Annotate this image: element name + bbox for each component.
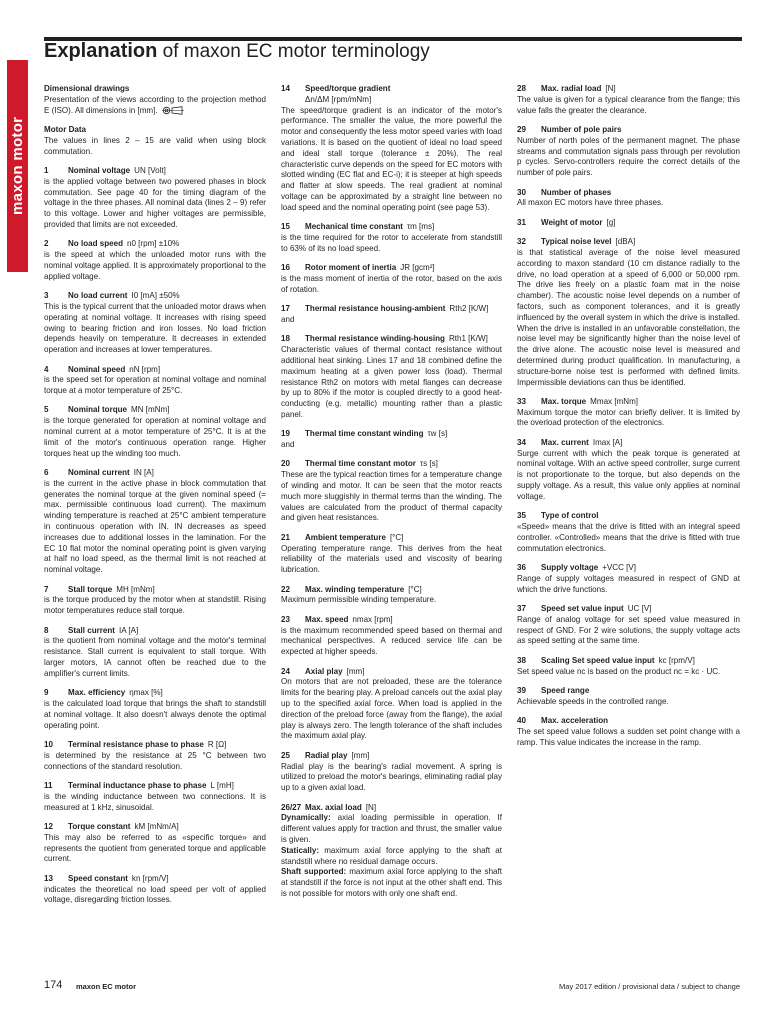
term-entry xyxy=(281,751,502,794)
term-number: 9 xyxy=(44,688,49,698)
term-number: 5 xyxy=(44,405,49,415)
term-sub-lead: Shaft supported: xyxy=(281,867,347,877)
term-entry xyxy=(281,263,502,295)
term-entry xyxy=(44,740,266,772)
term-heading xyxy=(281,304,502,315)
term-description: Maximum torque the motor can briefly deliver. It is limited by the overload protection of the electronics. xyxy=(517,407,740,428)
term-title: Max. radial load xyxy=(541,84,602,93)
term-entry xyxy=(517,397,740,429)
term-entry xyxy=(44,166,266,231)
term-unit: [g] xyxy=(606,217,616,227)
term-heading xyxy=(44,874,266,885)
term-entry xyxy=(517,188,740,210)
term-unit: kn [rpm/V] xyxy=(131,873,169,883)
term-entry xyxy=(517,716,740,748)
term-description: is the calculated load torque that brings the shaft to standstill at nominal voltage. It also doesn't always denote the optimal operating point. xyxy=(44,698,266,730)
term-entry xyxy=(517,438,740,503)
term-number: 1 xyxy=(44,165,49,175)
term-description: Set speed value nc is based on the product nc = kc · UC. xyxy=(517,666,721,676)
term-number: 22 xyxy=(281,584,290,594)
term-heading xyxy=(517,604,740,615)
term-number: 10 xyxy=(44,739,53,749)
term-unit: [°C] xyxy=(408,584,422,594)
term-number: 6 xyxy=(44,468,49,478)
term-number: 33 xyxy=(517,396,526,406)
term-number: 32 xyxy=(517,237,526,247)
term-number: 15 xyxy=(281,222,290,232)
term-unit: ηmax [%] xyxy=(129,688,163,698)
term-entry xyxy=(517,563,740,595)
term-number: 26/27 xyxy=(281,802,302,812)
term-number: 37 xyxy=(517,604,526,614)
term-description: «Speed» means that the drive is fitted with an integral speed controller. «Controlled» means that the drive is fitted with true commutation electronics. xyxy=(517,522,740,553)
term-title: No load current xyxy=(68,291,128,301)
term-unit: Rth2 [K/W] xyxy=(449,304,489,314)
term-heading xyxy=(281,84,502,106)
term-entry xyxy=(44,365,266,397)
term-heading xyxy=(281,667,502,678)
term-entry xyxy=(44,405,266,459)
term-title: Thermal resistance winding-housing xyxy=(305,334,445,344)
term-number: 28 xyxy=(517,84,526,93)
term-description: is the winding inductance between two connections. It is measured at 1 kHz, sinusoidal. xyxy=(44,791,266,812)
term-entry xyxy=(44,585,266,617)
term-title: Terminal inductance phase to phase xyxy=(68,780,207,790)
term-description: is the applied voltage between two powered phases in block commutation. See page 40 for the timing diagram of the voltage in the three phases. All nominal data (lines 2 – 9) refer to this voltage. Lower and higher voltages are permissible, provided that limits are not exceeded. xyxy=(44,176,266,229)
term-title: Radial play xyxy=(305,750,348,760)
term-description: is that statistical average of the noise level measured according to maxon standard (10 cm distance radially to the drive, no load operation at a speed of 6,000 or 50,000 rpm. The drive lies freely on a plastic foam mat in the noise chamber). The acoustic noise level depends on a number of factors, such as component tolerances, and it is greatly influenced by the overall system in which the drive is installed. When the drive is installed in an unfavorable constellation, the noise level may be significantly higher than the noise level of the drive alone. The acoustic noise level is measured and determined during product qualification. In manufacturing, a structure-borne noise test is performed with defined limits. Impermissible deviations can thus be identified. xyxy=(517,247,740,387)
page-title xyxy=(44,40,430,63)
term-heading xyxy=(281,222,502,233)
term-description: is the speed at which the unloaded motor runs with the nominal voltage applied. It is approximately proportional to the applied voltage. xyxy=(44,250,266,281)
term-heading xyxy=(44,781,266,792)
term-entry xyxy=(281,667,502,743)
term-heading xyxy=(281,334,502,345)
term-description: is the quotient from nominal voltage and the motor's terminal resistance. Stall current is equivalent to stall torque. With larger motors, IA cannot often be reached due to the amplifier's current limits. xyxy=(44,636,266,678)
term-title: Ambient temperature xyxy=(305,532,386,542)
term-entry xyxy=(517,84,740,116)
section-title: Motor Data xyxy=(44,124,87,134)
term-description: indicates the theoretical no load speed per volt of applied voltage, disregarding friction losses. xyxy=(44,884,266,905)
term-heading xyxy=(517,511,740,522)
term-description: On motors that are not preloaded, these are the tolerance limits for the bearing play. A preload cancels out the axial play up to the specified axial force. When load is applied in the direction of the preload force (away from the flange), the axial play is always zero. The length tolerance of the shaft includes the maximum axial play. xyxy=(281,677,502,741)
term-heading xyxy=(281,459,502,470)
term-description: Maximum permissible winding temperature. xyxy=(281,595,437,605)
term-entry xyxy=(44,874,266,906)
term-heading xyxy=(44,688,266,699)
term-number: 31 xyxy=(517,217,526,227)
term-entry xyxy=(44,626,266,680)
term-unit: R [Ω] xyxy=(207,739,227,749)
term-heading xyxy=(44,166,266,177)
term-heading xyxy=(281,803,502,814)
term-entry xyxy=(517,511,740,554)
term-heading xyxy=(44,365,266,376)
page-title-rest: of maxon EC motor terminology xyxy=(157,41,430,62)
term-title: Nominal current xyxy=(68,468,130,478)
term-title: Stall torque xyxy=(68,584,113,594)
term-number: 39 xyxy=(517,685,526,695)
term-title: Number of phases xyxy=(541,187,612,197)
term-number: 11 xyxy=(44,780,53,790)
term-title: Number of pole pairs xyxy=(541,124,622,134)
term-unit: τs [s] xyxy=(419,459,438,469)
column-1 xyxy=(44,84,266,915)
footer-edition: May 2017 edition / provisional data / subject to change xyxy=(559,982,740,991)
term-unit: nmax [rpm] xyxy=(352,614,393,624)
term-entry xyxy=(281,84,502,214)
section-text xyxy=(44,95,266,117)
term-entry xyxy=(517,237,740,388)
term-description: is the mass moment of inertia of the rotor, based on the axis of rotation. xyxy=(281,273,502,294)
column-3 xyxy=(517,84,740,757)
term-entry xyxy=(517,656,740,678)
term-title: Typical noise level xyxy=(541,237,612,247)
term-heading xyxy=(44,405,266,416)
term-entry xyxy=(44,291,266,356)
term-entry xyxy=(44,239,266,282)
term-title: No load speed xyxy=(68,239,123,249)
term-description: The speed/torque gradient is an indicator of the motor's performance. The smaller the value, the more powerful the motor and consequently the less motor speed varies with load variations. It is based on the quotient of ideal no load speed and ideal stall torque (tolerance ± 20%). The real characteristic curve depends on the speed for EC motors with slotted winding (EC flat and EC-i); it is steeper at high speeds and flatter at slow speeds. The real gradient at nominal voltage can be approximated by a straight line between no load speed and the nominal operating point (see page 53). xyxy=(281,105,502,212)
term-number: 34 xyxy=(517,437,526,447)
term-heading xyxy=(281,751,502,762)
term-unit: Δn/ΔM [rpm/mNm] xyxy=(305,94,372,104)
term-heading xyxy=(44,291,266,302)
term-description: Number of north poles of the permanent magnet. The phase streams and commutation signals pass through per revolution p cycles. Servo-controllers require the correct details of the number of pole pairs. xyxy=(517,135,740,178)
term-number: 8 xyxy=(44,625,49,635)
term-unit: kM [mNm/A] xyxy=(134,821,179,831)
term-number: 12 xyxy=(44,821,53,831)
term-description: Radial play is the bearing's radial movement. A spring is utilized to preload the motor's bearings, eliminating radial play up to a given axial load. xyxy=(281,761,502,793)
term-number: 18 xyxy=(281,334,290,344)
term-title: Max. torque xyxy=(541,396,587,406)
term-unit: [°C] xyxy=(389,532,404,542)
term-entry xyxy=(517,218,740,229)
term-number: 35 xyxy=(517,511,526,521)
term-number: 29 xyxy=(517,124,526,134)
term-heading xyxy=(44,585,266,596)
term-description: Range of supply voltages measured in respect of GND at which the drive functions. xyxy=(517,573,740,594)
term-title: Mechanical time constant xyxy=(305,222,403,232)
term-entry xyxy=(281,222,502,254)
term-description: Achievable speeds in the controlled range. xyxy=(517,696,669,706)
term-title: Speed constant xyxy=(68,873,128,883)
term-number: 38 xyxy=(517,655,526,665)
term-description: Range of analog voltage for set speed value measured in respect of GND. For 2 wire solutions, the supply voltage acts as speed setting at the same time. xyxy=(517,614,740,646)
footer xyxy=(44,978,740,994)
term-number: 2 xyxy=(44,239,49,249)
term-title: Nominal speed xyxy=(68,364,126,374)
term-number: 19 xyxy=(281,429,290,439)
column-2 xyxy=(281,84,502,908)
term-description: is determined by the resistance at 25 °C between two connections of the standard resolution. xyxy=(44,750,266,771)
term-unit: [dBA] xyxy=(615,237,636,247)
term-unit: UC [V] xyxy=(627,604,652,614)
term-title: Nominal voltage xyxy=(68,165,131,175)
term-unit: [N] xyxy=(365,802,377,812)
term-number: 17 xyxy=(281,304,290,314)
term-title: Max. acceleration xyxy=(541,716,609,726)
side-label: maxon motor xyxy=(9,116,26,216)
term-description: is the current in the active phase in block commutation that generates the nominal torque at the given nominal speed (= max. permissible continuous load current). The maximum winding temperature is reached at 25°C ambient temperature in continuous operation with IN. IN decreases as speed increases due to additional losses in the lamination. For the EC 10 flat motor the nominal operating point is given varying at half no load speed, as the thermal limit is not reached at nominal voltage. xyxy=(44,478,266,575)
term-description: This may also be referred to as «specific torque» and represents the quotient from generated torque and applicable current. xyxy=(44,832,266,864)
term-heading xyxy=(517,438,740,449)
term-entry xyxy=(517,686,740,708)
term-description: Surge current with which the peak torque is generated at nominal voltage. With an active speed controller, surge current is not proportionate to the torque, but also depends on the supply voltage. As a result, this value only applies at nominal voltage. xyxy=(517,448,740,501)
term-unit: Imax [A] xyxy=(592,437,623,447)
term-number: 23 xyxy=(281,614,290,624)
term-title: Speed range xyxy=(541,685,590,695)
term-heading xyxy=(281,615,502,626)
footer-brand: maxon EC motor xyxy=(76,982,137,991)
term-description: The set speed value follows a sudden set point change with a ramp. This value indicates the increase in the ramp. xyxy=(517,726,740,747)
term-entry xyxy=(281,304,502,326)
term-title: Max. speed xyxy=(305,614,349,624)
term-description: is the torque produced by the motor when at standstill. Rising motor temperatures reduce stall torque. xyxy=(44,595,266,616)
term-unit: [N] xyxy=(605,84,616,93)
term-unit: MH [mNm] xyxy=(116,584,155,594)
term-entry xyxy=(517,604,740,647)
term-heading xyxy=(517,716,740,727)
term-title: Supply voltage xyxy=(541,563,599,573)
term-title: Scaling Set speed value input xyxy=(541,655,655,665)
term-entry xyxy=(44,468,266,576)
section-text: The values in lines 2 – 15 are valid when using block commutation. xyxy=(44,135,266,156)
term-title: Max. current xyxy=(541,437,589,447)
term-title: Rotor moment of inertia xyxy=(305,263,397,273)
term-number: 24 xyxy=(281,666,290,676)
term-heading xyxy=(44,740,266,751)
term-unit: Mmax [mNm] xyxy=(590,396,639,406)
term-number: 16 xyxy=(281,263,290,273)
projection-method-symbol-icon xyxy=(162,106,184,115)
term-title: Torque constant xyxy=(68,821,131,831)
term-unit: JR [gcm²] xyxy=(400,263,435,273)
term-unit: Rth1 [K/W] xyxy=(448,334,488,344)
term-title: Stall current xyxy=(68,625,115,635)
term-entry xyxy=(281,459,502,524)
term-number: 4 xyxy=(44,364,49,374)
term-number: 7 xyxy=(44,584,49,594)
term-title: Thermal resistance housing-ambient xyxy=(305,304,446,314)
term-unit: IN [A] xyxy=(133,468,154,478)
term-number: 21 xyxy=(281,532,290,542)
intro-dimensional-drawings xyxy=(44,84,266,116)
intro-motor-data xyxy=(44,125,266,157)
term-title: Thermal time constant motor xyxy=(305,459,416,469)
term-unit: I0 [mA] ±50% xyxy=(131,291,180,301)
term-title: Axial play xyxy=(305,666,343,676)
term-heading xyxy=(517,563,740,574)
term-title: Max. winding temperature xyxy=(305,584,405,594)
term-heading xyxy=(44,468,266,479)
term-sub-text: axial loading permissible in operation. If different values apply for traction and thrust, the smaller value is given. xyxy=(281,813,502,844)
term-heading xyxy=(44,626,266,637)
page-title-bold: Explanation xyxy=(44,40,158,62)
term-entry xyxy=(281,429,502,451)
term-sub-lead: Statically: xyxy=(281,845,320,855)
term-heading xyxy=(517,188,740,199)
term-sub-text: maximum axial force applying to the shaft at standstill where no residual damage occurs. xyxy=(281,845,502,866)
term-entry xyxy=(517,125,740,179)
term-unit: L [mH] xyxy=(210,780,234,790)
term-entry xyxy=(281,334,502,420)
term-entry xyxy=(44,822,266,865)
term-title: Max. efficiency xyxy=(68,688,126,698)
term-unit: kc [rpm/V] xyxy=(658,655,695,665)
term-heading xyxy=(281,585,502,596)
term-sub-lead: Dynamically: xyxy=(281,813,331,823)
term-heading xyxy=(517,218,740,229)
term-heading xyxy=(517,84,740,95)
term-unit: +VCC [V] xyxy=(602,563,636,573)
term-title: Weight of motor xyxy=(541,217,603,227)
term-unit: IA [A] xyxy=(118,625,139,635)
section-body: Presentation of the views according to the projection method E (ISO). All dimensions in [mm]. xyxy=(44,94,266,115)
term-number: 36 xyxy=(517,563,526,573)
term-unit: [mm] xyxy=(351,750,370,760)
term-description: These are the typical reaction times for a temperature change of winding and motor. It can be seen that the motor reacts much more sluggishly in thermal terms than the winding. The values are calculated from the product of thermal capacity and given heat resistances. xyxy=(281,470,502,523)
term-unit: n0 [rpm] ±10% xyxy=(127,239,180,249)
term-heading xyxy=(517,686,740,697)
term-sub-description xyxy=(281,867,502,899)
page-number: 174 xyxy=(44,979,63,991)
term-description: The value is given for a typical clearance from the flange; this value falls the greater the clearance. xyxy=(517,94,740,115)
term-number: 20 xyxy=(281,459,290,469)
term-sub-text: maximum axial force applying to the shaft at standstill if the force is not input at the other shaft end. This is not possible for motors with only one shaft end. xyxy=(281,867,503,898)
term-entry xyxy=(281,533,502,576)
term-number: 25 xyxy=(281,750,290,760)
term-title: Terminal resistance phase to phase xyxy=(68,739,204,749)
term-description: This is the typical current that the unloaded motor draws when operating at nominal voltage. It increases with rising speed owing to bearing friction and iron losses. No load friction depends heavily on temperature. It decreases in extended operation and increases at lower temperatures. xyxy=(44,301,266,355)
term-title: Speed set value input xyxy=(541,604,624,614)
term-sub-description xyxy=(281,846,502,868)
term-heading xyxy=(517,397,740,408)
term-description: is the torque generated for operation at nominal voltage and nominal current at a motor temperature of 25°C. It is at the limit of the motor's continuous operation range. Higher torques heat up the winding too much. xyxy=(44,416,266,458)
term-unit: [mm] xyxy=(346,666,365,676)
term-description: and xyxy=(281,440,295,450)
section-title: Dimensional drawings xyxy=(44,84,130,93)
term-description: Operating temperature range. This derives from the heat reliability of the materials used and viscosity of bearing lubrication. xyxy=(281,543,502,575)
term-heading xyxy=(281,429,502,440)
term-heading xyxy=(517,656,740,667)
term-description: is the speed set for operation at nominal voltage and nominal torque at a motor temperature of 25°C. xyxy=(44,375,266,396)
term-heading xyxy=(281,533,502,544)
term-title: Speed/torque gradient xyxy=(305,84,391,93)
term-entry xyxy=(44,781,266,813)
term-number: 40 xyxy=(517,716,526,726)
term-unit: MN [mNm] xyxy=(131,405,170,415)
term-unit: τm [ms] xyxy=(406,222,435,232)
term-number: 13 xyxy=(44,873,53,883)
term-entry xyxy=(281,615,502,658)
term-description: is the time required for the rotor to accelerate from standstill to 63% of its no load speed. xyxy=(281,232,502,253)
term-number: 30 xyxy=(517,187,526,197)
term-entry xyxy=(44,688,266,731)
term-title: Nominal torque xyxy=(68,405,128,415)
term-heading xyxy=(44,822,266,833)
term-title: Max. axial load xyxy=(305,802,362,812)
term-number: 3 xyxy=(44,291,49,301)
term-number: 14 xyxy=(281,84,290,93)
term-heading xyxy=(517,125,740,136)
term-title: Thermal time constant winding xyxy=(305,429,424,439)
term-description: and xyxy=(281,314,295,324)
term-unit: UN [Volt] xyxy=(134,165,166,175)
term-description: Characteristic values of thermal contact resistance without additional heat sinking. Lines 17 and 18 combined define the maximum heating at a given power loss (load). Thermal resistance Rth2 on motors with metal flanges can decrease by up to 80% if the motor is coupled directly to a good heat-conducting (e.g. metallic) mounting rather than a plastic panel. xyxy=(281,345,502,419)
term-entry xyxy=(281,803,502,900)
term-description: All maxon EC motors have three phases. xyxy=(517,198,664,208)
term-sub-description xyxy=(281,813,502,845)
term-entry xyxy=(281,585,502,607)
term-heading xyxy=(44,239,266,250)
term-description: is the maximum recommended speed based on thermal and mechanical perspectives. A reduced service life can be expected at higher speeds. xyxy=(281,625,502,657)
term-unit: τw [s] xyxy=(427,429,448,439)
term-title: Type of control xyxy=(541,511,599,521)
term-heading xyxy=(281,263,502,274)
term-unit: nN [rpm] xyxy=(129,364,161,374)
term-heading xyxy=(517,237,740,248)
